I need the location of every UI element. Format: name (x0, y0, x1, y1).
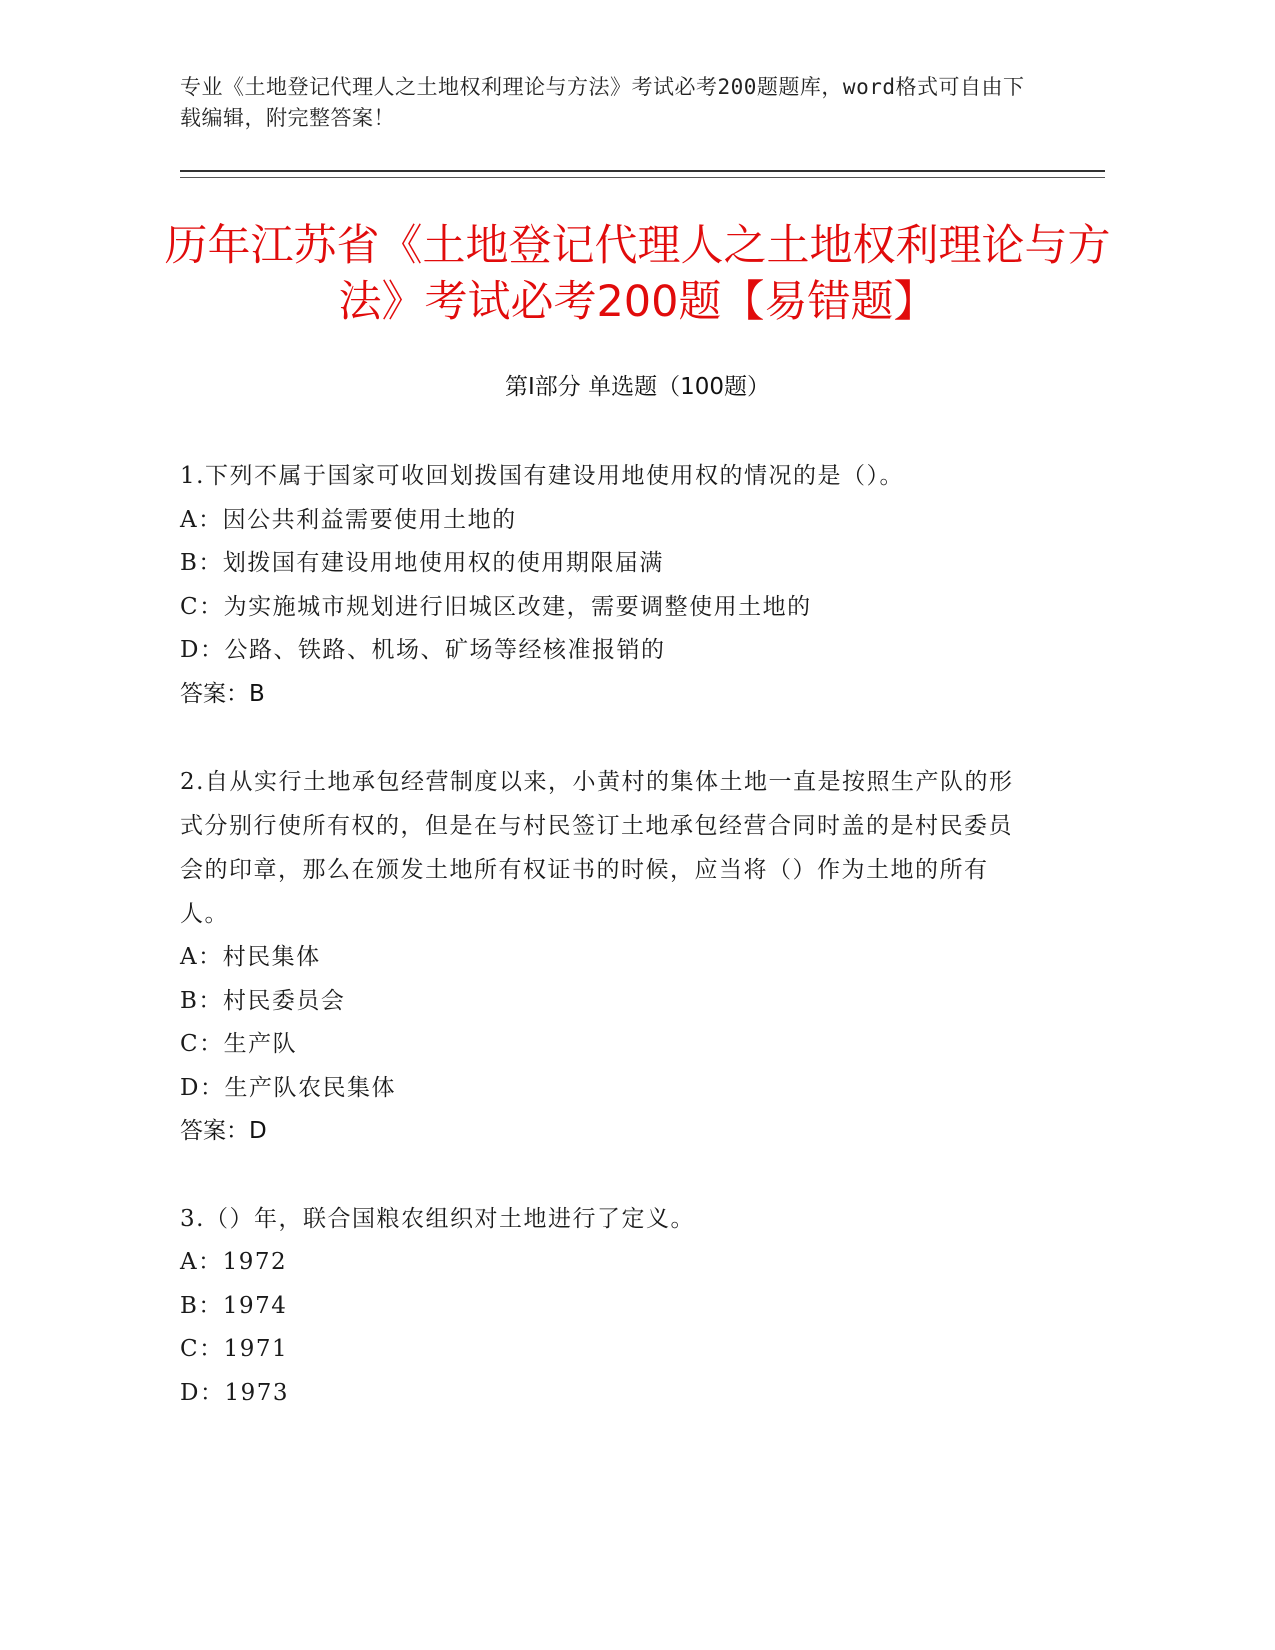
header-note: 专业《土地登记代理人之土地权利理论与方法》考试必考200题题库，word格式可自由下载编辑，附完整答案！ (180, 75, 1025, 130)
option-c: C：1971 (180, 1336, 289, 1362)
question-stem: 1.下列不属于国家可收回划拨国有建设用地使用权的情况的是（）。 (180, 463, 904, 489)
option-c: C：为实施城市规划进行旧城区改建，需要调整使用土地的 (180, 593, 812, 620)
option-d: D：生产队农民集体 (180, 1074, 396, 1101)
header-divider-thin (180, 177, 1105, 178)
question-answer: 答案：B (180, 680, 265, 707)
option-a: A：村民集体 (180, 944, 321, 970)
option-d: D：公路、铁路、机场、矿场等经核准报销的 (180, 637, 666, 663)
option-b: B：划拨国有建设用地使用权的使用期限届满 (180, 550, 664, 576)
section-heading: 第I部分 单选题（100题） (505, 374, 770, 400)
question-2 (180, 760, 1020, 1154)
option-b: B：村民委员会 (180, 987, 346, 1014)
question-stem: 3.（）年，联合国粮农组织对土地进行了定义。 (180, 1205, 695, 1232)
question-answer: 答案：D (180, 1118, 267, 1144)
question-3 (180, 1198, 1020, 1416)
option-c: C：生产队 (180, 1031, 298, 1057)
question-stem: 2.自从实行土地承包经营制度以来，小黄村的集体土地一直是按照生产队的形式分别行使所有权的，但是在与村民签订土地承包经营合同时盖的是村民委员会的印章，那么在颁发土地所有权证书的时候，应当将（）作为土地的所有人。 (180, 769, 1014, 927)
question-spacer (180, 716, 1020, 760)
question-spacer (180, 1154, 1020, 1198)
option-b: B：1974 (180, 1292, 288, 1319)
option-d: D：1973 (180, 1379, 289, 1406)
question-1 (180, 455, 1020, 716)
option-a: A：1972 (180, 1249, 288, 1275)
option-a: A：因公共利益需要使用土地的 (180, 506, 517, 533)
document-title: 历年江苏省《土地登记代理人之土地权利理论与方法》考试必考200题【易错题】 (164, 221, 1111, 327)
header-divider-thick (180, 170, 1105, 172)
question-list (180, 455, 1020, 1415)
